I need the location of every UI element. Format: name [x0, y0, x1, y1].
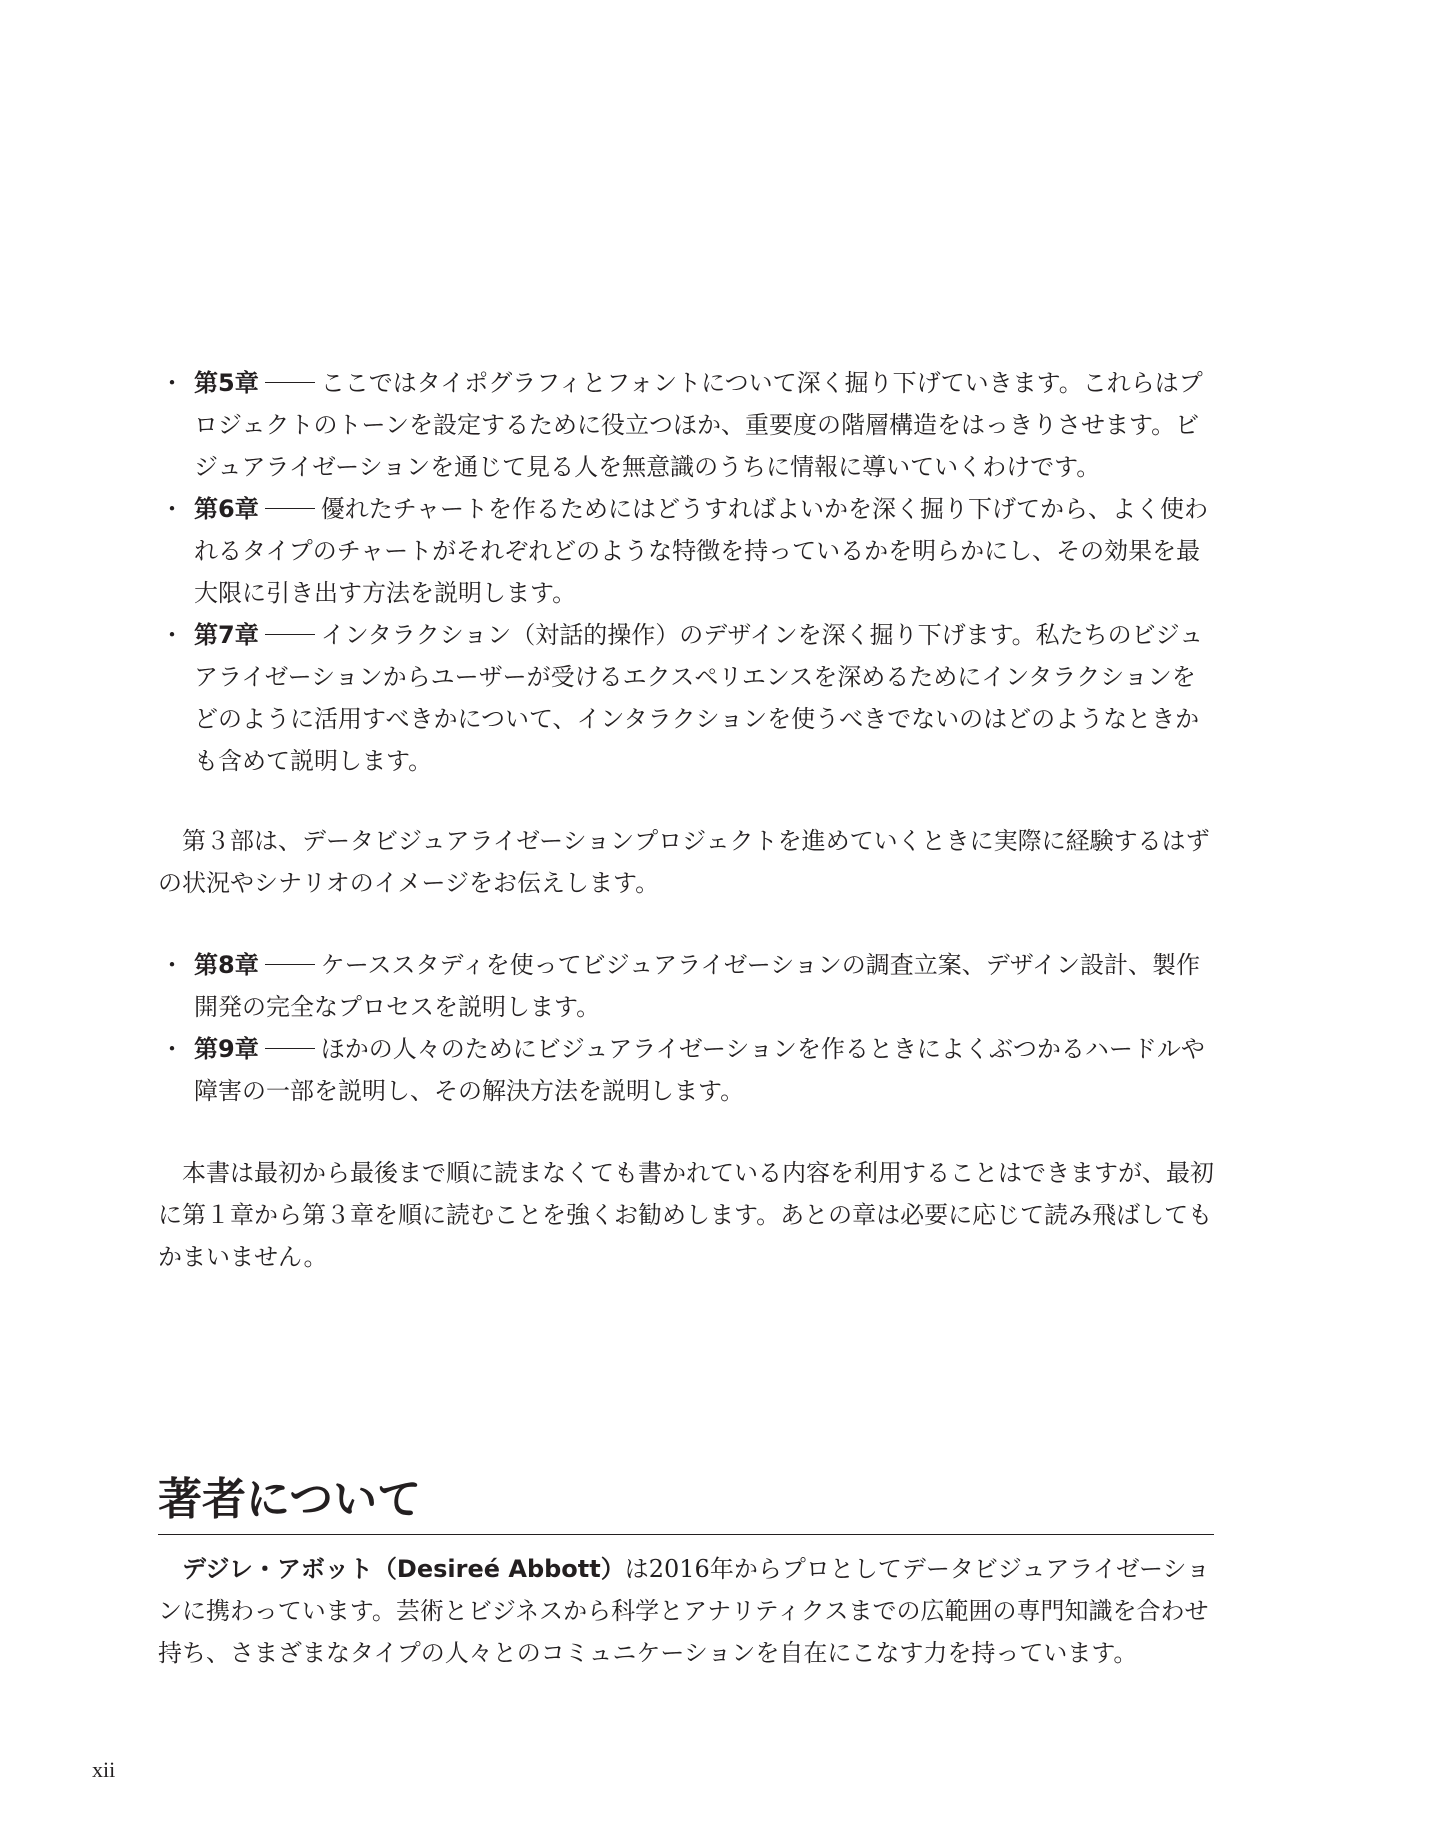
chapter-description: インタラクション（対話的操作）のデザインを深く掘り下げます。私たちのビジュアライゼーションからユーザーが受けるエクスペリエンスを深めるためにインタラクションをどのように活用すべきかについて、インタラクションを使うべきでないのはどのようなときかも含めて説明します。 — [194, 621, 1204, 775]
page-content — [158, 362, 1214, 1278]
chapter-label: 第8章 — [194, 951, 259, 979]
author-name: デジレ・アボット（Desireé Abbott） — [182, 1555, 625, 1583]
list-item-chapter-5 — [158, 362, 1214, 488]
page-number: xii — [92, 1757, 116, 1782]
chapter-description: ほかの人々のためにビジュアライゼーションを作るときによくぶつかるハードルや障害の一部を説明し、その解決方法を説明します。 — [194, 1035, 1205, 1105]
list-item-chapter-7 — [158, 614, 1214, 782]
part3-intro-paragraph: 第３部は、データビジュアライゼーションプロジェクトを進めていくときに実際に経験するはずの状況やシナリオのイメージをお伝えします。 — [158, 827, 1210, 897]
bullet-icon: ・ — [160, 369, 184, 397]
list-item-chapter-9 — [158, 1028, 1214, 1112]
chapter-label: 第5章 — [194, 369, 259, 397]
chapter-description: ケーススタディを使ってビジュアライゼーションの調査立案、デザイン設計、製作開発の完全なプロセスを説明します。 — [194, 951, 1201, 1021]
chapter-list-part2 — [158, 362, 1214, 782]
about-author-paragraph — [158, 1548, 1214, 1674]
bullet-icon: ・ — [160, 1035, 184, 1063]
chapter-description: ここではタイポグラフィとフォントについて深く掘り下げていきます。これらはプロジェクトのトーンを設定するために役立つほか、重要度の階層構造をはっきりさせます。ビジュアライゼーションを通じて見る人を無意識のうちに情報に導いていくわけです。 — [194, 369, 1203, 481]
chapter-description: 優れたチャートを作るためにはどうすればよいかを深く掘り下げてから、よく使われるタイプのチャートがそれぞれどのような特徴を持っているかを明らかにし、その効果を最大限に引き出す方法を説明します。 — [194, 495, 1208, 607]
list-item-chapter-6 — [158, 488, 1214, 614]
bullet-icon: ・ — [160, 621, 184, 649]
chapter-label: 第6章 — [194, 495, 259, 523]
chapter-list-part3 — [158, 944, 1214, 1112]
bullet-icon: ・ — [160, 495, 184, 523]
list-item-chapter-8 — [158, 944, 1214, 1028]
section-title-about-author: 著者について — [158, 1472, 1214, 1535]
em-dash — [265, 382, 315, 383]
author-bio: は2016年からプロとしてデータビジュアライゼーションに携わっています。芸術とビジネスから科学とアナリティクスまでの広範囲の専門知識を合わせ持ち、さまざまなタイプの人々とのコミュニケーションを自在にこなす力を持っています。 — [158, 1555, 1210, 1667]
em-dash — [265, 1048, 315, 1049]
em-dash — [265, 508, 315, 509]
chapter-label: 第9章 — [194, 1035, 259, 1063]
em-dash — [265, 634, 315, 635]
bullet-icon: ・ — [160, 951, 184, 979]
chapter-label: 第7章 — [194, 621, 259, 649]
reading-note-paragraph: 本書は最初から最後まで順に読まなくても書かれている内容を利用することはできますが、最初に第１章から第３章を順に読むことを強くお勧めします。あとの章は必要に応じて読み飛ばしてもかまいません。 — [158, 1159, 1214, 1271]
em-dash — [265, 964, 315, 965]
